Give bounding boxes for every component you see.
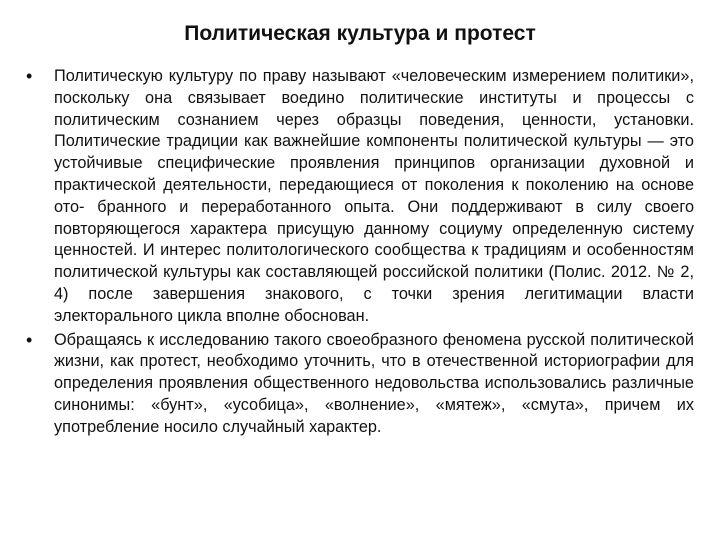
slide-title: Политическая культура и протест [184, 22, 536, 45]
bullet-list [22, 66, 694, 441]
bullet-text: Обращаясь к исследованию такого своеобразного феномена русской политической жизни, как протест, необходимо уточнить, что в отечественной историографии для определения проявления общественного недовольства использовались различные синонимы: «бунт», «усобица», «волнение», «мятеж», «смута», причем их употребление носило случайный характер. [54, 330, 694, 436]
bullet-text: Политическую культуру по праву называют «человеческим измерением политики», поскольку она связывает воедино политические институты и процессы с политическим сознанием через образцы поведения, ценности, установки. Политические традиции как важнейшие компоненты политической культуры — это устойчивые специфические проявления принципов организации духовной и практической деятельности, передающиеся от поколения к поколению на основе ото- бранного и переработанного опыта. Они поддерживают в силу своего повторяющегося характера присущую данному социуму определенную систему ценностей. И интерес политологического сообщества к традициям и особенностям политической культуры как составляющей российской политики (Полис. 2012. № 2, 4) после завершения знакового, с точки зрения легитимации власти электорального цикла вполне обоснован. [54, 67, 694, 325]
bullet-item [22, 66, 694, 328]
bullet-icon: • [26, 66, 33, 86]
bullet-icon: • [26, 329, 33, 350]
bullet-item [22, 330, 694, 439]
